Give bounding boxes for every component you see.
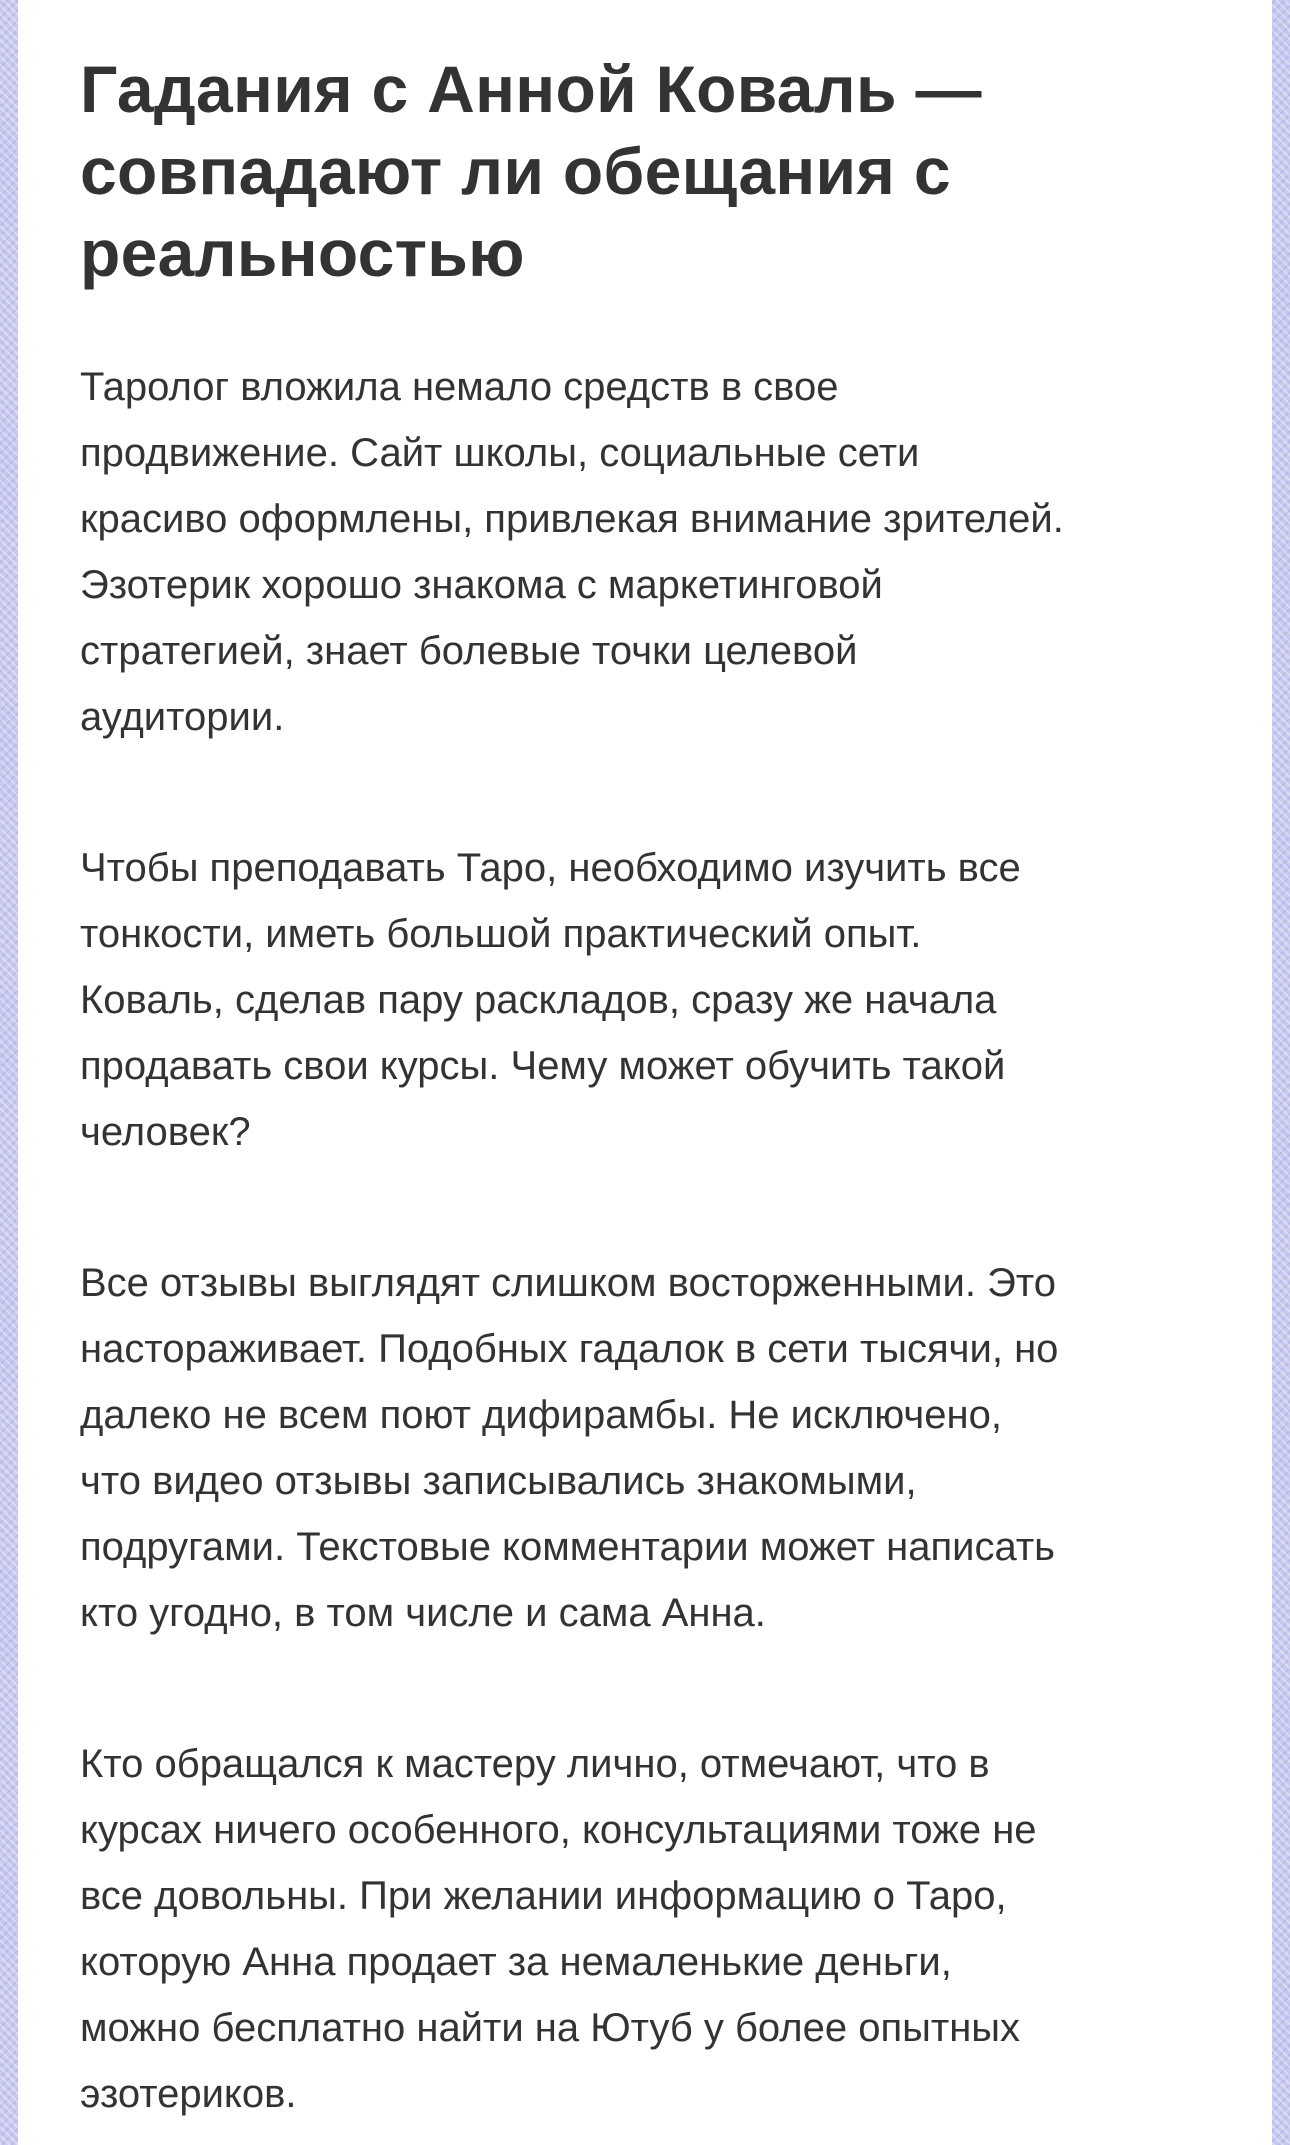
article-page bbox=[18, 0, 1272, 2145]
article-title: Гадания с Анной Коваль — совпадают ли обещания с реальностью bbox=[80, 52, 982, 290]
article-paragraph-4: Кто обращался к мастеру лично, отмечают, что в курсах ничего особенного, консультациями тоже не все довольны. При желании информацию о Таро, которую Анна продает за немаленькие деньги, можно бесплатно найти на Ютуб у более опытных эзотериков. bbox=[80, 1742, 1037, 2116]
article-paragraph-1: Таролог вложила немало средств в свое продвижение. Сайт школы, социальные сети красиво оформлены, привлекая внимание зрителей. Эзотерик хорошо знакома с маркетинговой стратегией, знает болевые точки целевой аудитории. bbox=[80, 365, 1064, 739]
article-paragraph-2: Чтобы преподавать Таро, необходимо изучить все тонкости, иметь большой практический опыт. Коваль, сделав пару раскладов, сразу же начала продавать свои курсы. Чему может обучить такой человек? bbox=[80, 846, 1021, 1154]
article-paragraph-3: Все отзывы выглядят слишком восторженными. Это настораживает. Подобных гадалок в сети тысячи, но далеко не всем поют дифирамбы. Не исключено, что видео отзывы записывались знакомыми, подругами. Текстовые комментарии может написать кто угодно, в том числе и сама Анна. bbox=[80, 1261, 1059, 1635]
